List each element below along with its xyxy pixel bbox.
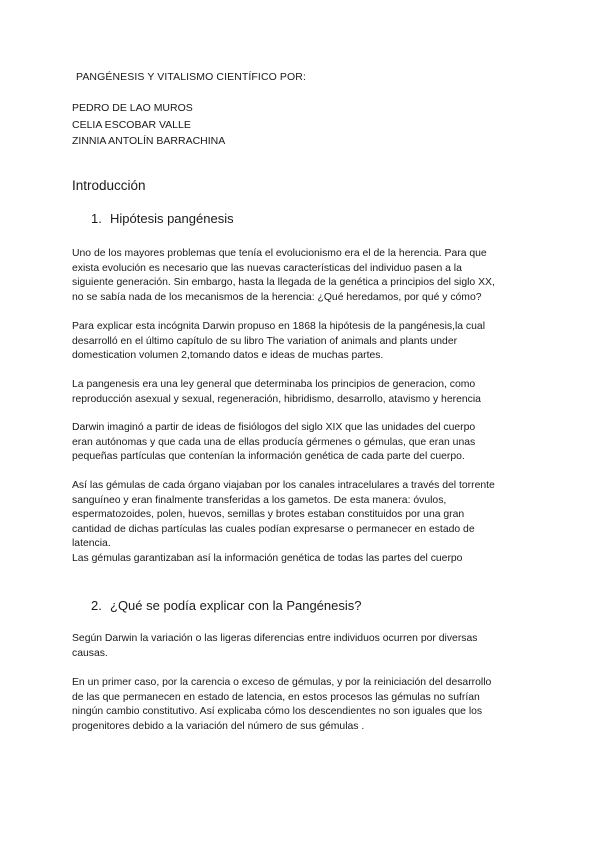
- paragraph-line: La pangenesis era una ley general que determinaba los principios de generacion, como: [72, 379, 476, 390]
- author-list: [72, 100, 225, 150]
- paragraph-line: siguiente generación. Sin embargo, hasta la llegada de la genética a principios del siglo XX,: [72, 277, 495, 289]
- paragraph-line: Según Darwin la variación o las ligeras diferencias entre individuos ocurren por diversas: [72, 633, 478, 644]
- paragraph: [72, 320, 532, 364]
- paragraph-line: Las gémulas garantizaban así la información genética de todas las partes del cuerpo: [72, 552, 463, 564]
- paragraph: [72, 676, 532, 734]
- paragraph: [72, 632, 532, 661]
- section-1-title: Hipótesis pangénesis: [110, 211, 234, 226]
- author-name: PEDRO DE LAO MUROS: [72, 102, 193, 114]
- author-name: CELIA ESCOBAR VALLE: [72, 118, 191, 131]
- paragraph-line: cantidad de dichas partículas las cuales podían expresarse o permanecer en estado de: [72, 523, 475, 535]
- paragraph-line: Así las gémulas de cada órgano viajaban por los canales intracelulares a través del torrente: [72, 480, 495, 491]
- paragraph-line: Para explicar esta incógnita Darwin propuso en 1868 la hipótesis de la pangénesis,la cual: [72, 321, 485, 332]
- paragraph: [72, 479, 532, 567]
- paragraph-line: no se sabía nada de los mecanismos de la herencia: ¿Qué heredamos, por qué y cómo?: [72, 291, 482, 303]
- paragraph-line: eran autónomas y que cada una de ellas producía gérmenes o gémulas, que eran unas: [72, 436, 476, 448]
- author-name: ZINNIA ANTOLÍN BARRACHINA: [72, 135, 226, 147]
- paragraph-line: progenitores debido a la variación del número de sus gémulas .: [72, 720, 365, 732]
- paragraph-line: causas.: [72, 647, 108, 659]
- section-2-title: ¿Qué se podía explicar con la Pangénesis?: [110, 598, 362, 613]
- section-1-heading: [91, 211, 234, 226]
- paragraph-line: En un primer caso, por la carencia o exceso de gémulas, y por la reiniciación del desarrollo: [72, 677, 492, 688]
- paragraph-line: domestication volumen 2,tomando datos e ideas de muchas partes.: [72, 350, 384, 362]
- paragraph-line: de las que permanecen en estado de latencia, en estos procesos las gémulas no sufrían: [72, 691, 480, 703]
- paragraph-line: Darwin imaginó a partir de ideas de fisiólogos del siglo XIX que las unidades del cuerpo: [72, 422, 476, 433]
- paragraph-line: desarrolló en el último capítulo de su libro The variation of animals and plants under: [72, 335, 458, 347]
- paragraph-line: ningún cambio constitutivo. Así explicaba cómo los descendientes no son iguales que los: [72, 706, 483, 718]
- paragraph-line: exista evolución es necesario que las nuevas características del individuo pasen a la: [72, 262, 462, 274]
- paragraph-line: reproducción asexual y sexual, regeneración, hibridismo, desarrollo, atavismo y herencia: [72, 393, 481, 405]
- paragraph: [72, 378, 532, 407]
- paragraph-line: Uno de los mayores problemas que tenía el evolucionismo era el de la herencia. Para que: [72, 248, 487, 259]
- paragraph-line: latencia.: [72, 538, 111, 550]
- intro-heading: Introducción: [72, 178, 146, 193]
- paragraph-line: espermatozoides, polen, huevos, semillas y brotes estaban constituidos por una gran: [72, 509, 465, 521]
- section-2-heading: [91, 598, 362, 613]
- document-title: PANGÉNESIS Y VITALISMO CIENTÍFICO POR:: [76, 71, 306, 83]
- section-2-number: 2.: [91, 598, 102, 613]
- paragraph: [72, 247, 532, 305]
- section-1-number: 1.: [91, 211, 102, 226]
- paragraph-line: pequeñas partículas que contenían la información genética de cada parte del cuerpo.: [72, 451, 465, 463]
- paragraph-line: sanguíneo y eran finalmente transferidas a los gametos. De esta manera: óvulos,: [72, 494, 447, 506]
- paragraph: [72, 421, 532, 465]
